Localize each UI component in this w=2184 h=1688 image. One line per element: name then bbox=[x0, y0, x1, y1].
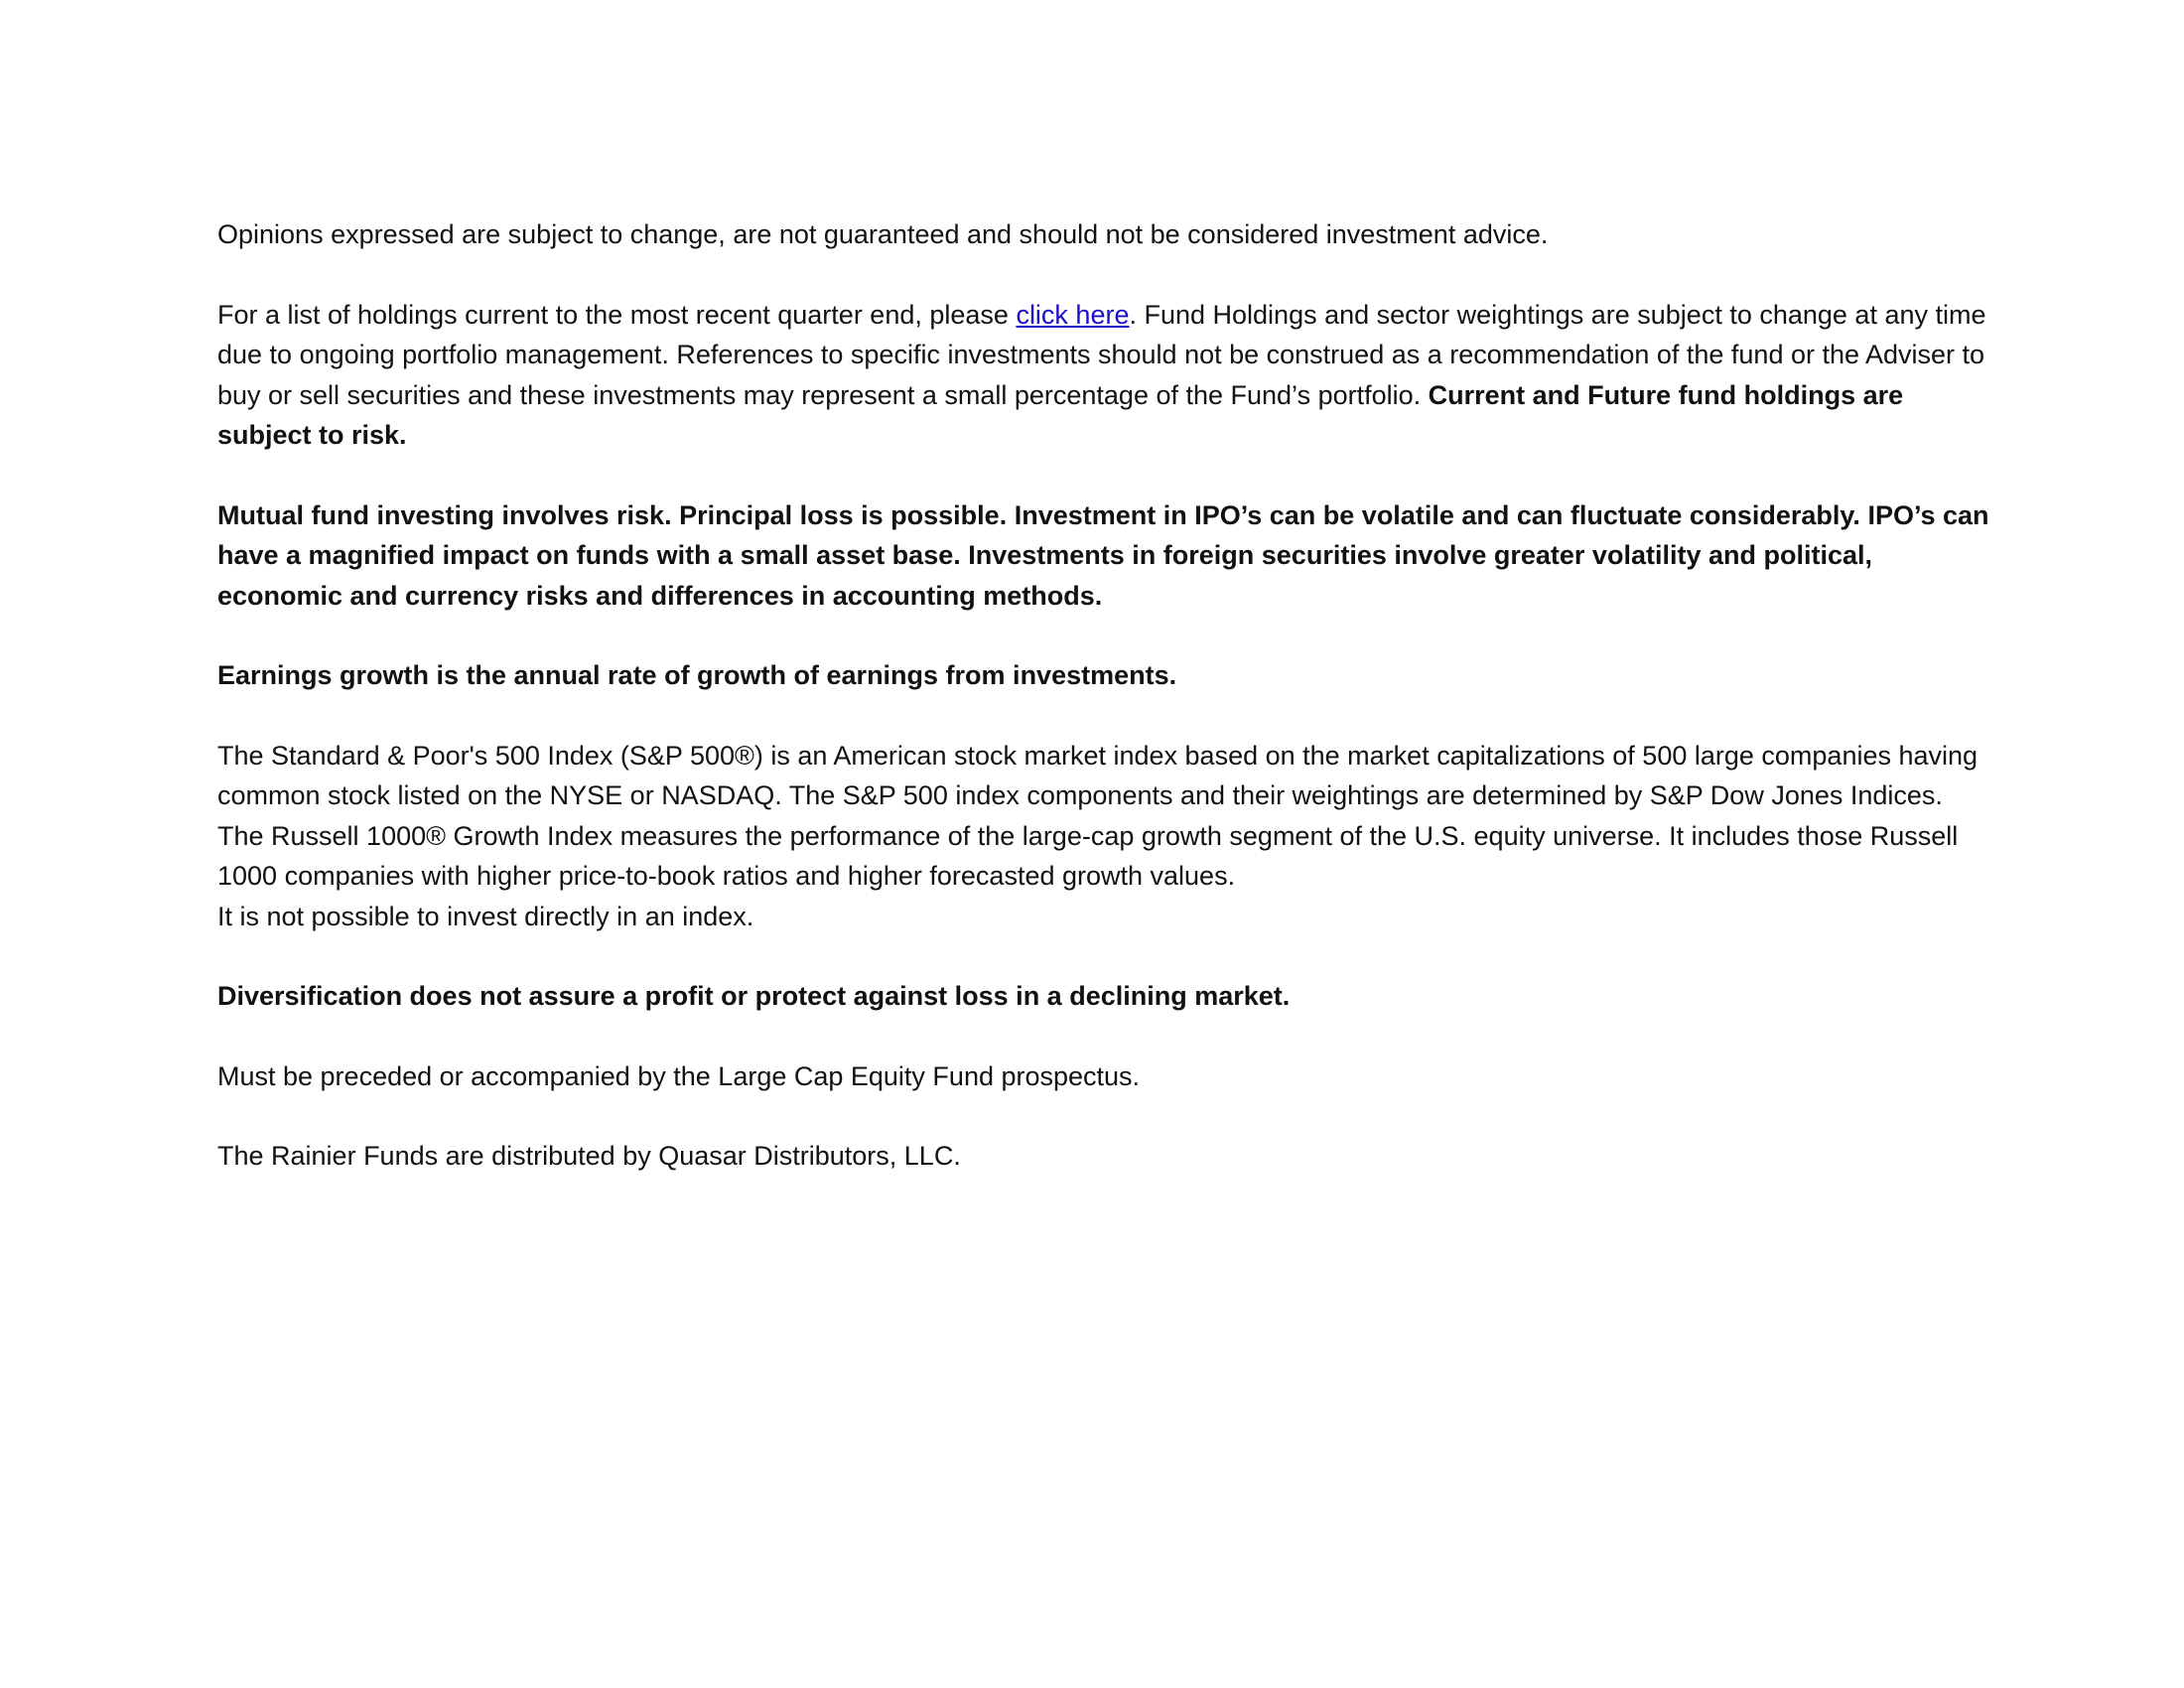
distributor-paragraph: The Rainier Funds are distributed by Quasar Distributors, LLC. bbox=[217, 1141, 961, 1171]
prospectus-paragraph: Must be preceded or accompanied by the Large Cap Equity Fund prospectus. bbox=[217, 1060, 1141, 1091]
holdings-link[interactable]: click here bbox=[1016, 299, 1130, 330]
index-note: It is not possible to invest directly in an index. bbox=[217, 901, 754, 931]
index-definition-paragraph: The Standard & Poor's 500 Index (S&P 500®) is an American stock market index based on the market capitalizations of 500 large companies having common stock listed on the NYSE or NASDAQ. The S&P 500 index components and their weightings are determined by S&P Dow Jones Indices. The Russell 1000® Growth Index measures the performance of the large-cap growth segment of the U.S. equity universe. It includes those Russell 1000 companies with higher price-to-book ratios and higher forecasted growth values. bbox=[217, 740, 1979, 891]
holdings-paragraph bbox=[217, 295, 1994, 456]
holdings-lead-text: For a list of holdings current to the most recent quarter end, please bbox=[217, 299, 1017, 330]
diversification-paragraph: Diversification does not assure a profit or protect against loss in a declining market. bbox=[217, 981, 1291, 1011]
opinions-paragraph: Opinions expressed are subject to change, are not guaranteed and should not be considered investment advice. bbox=[217, 219, 1549, 249]
risk-paragraph: Mutual fund investing involves risk. Principal loss is possible. Investment in IPO’s can be volatile and can fluctuate considerably. IPO’s can have a magnified impact on funds with a small asset base. Investments in foreign securities involve greater volatility and political, economic and currency risks and differences in accounting methods. bbox=[217, 499, 1989, 611]
disclosure-page bbox=[217, 214, 1994, 1177]
holdings-risk-text: Current and Future fund holdings are subject to risk. bbox=[217, 379, 1904, 450]
earnings-paragraph: Earnings growth is the annual rate of growth of earnings from investments. bbox=[217, 660, 1177, 690]
holdings-rest-text: . Fund Holdings and sector weightings are subject to change at any time due to ongoing portfolio management. References to specific investments should not be construed as a recommendation of the fund or the Adviser to buy or sell securities and these investments may represent a small percentage of the Fund’s portfolio. bbox=[217, 299, 1986, 410]
